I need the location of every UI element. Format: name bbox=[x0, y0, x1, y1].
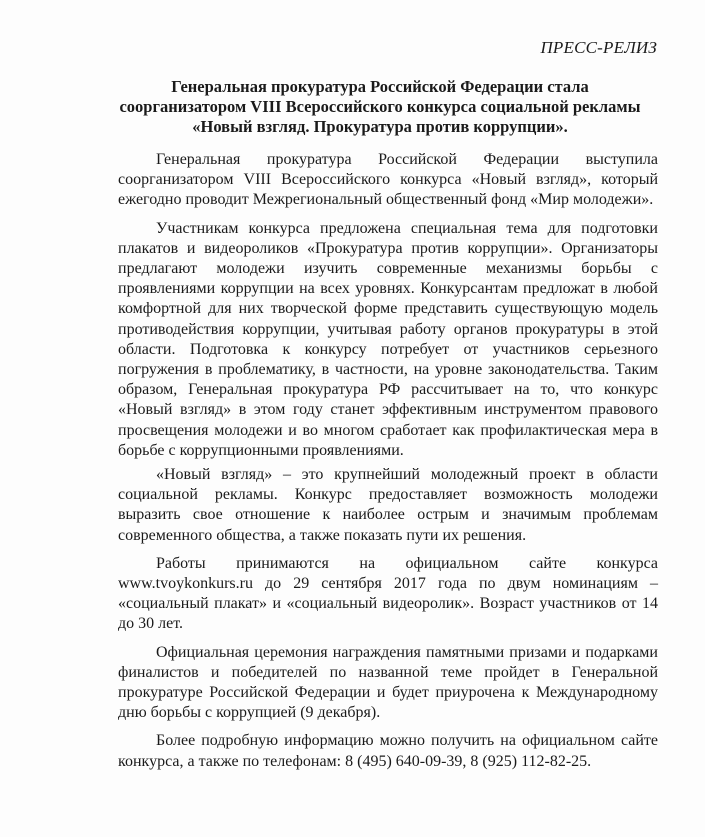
press-release-label: ПРЕСС-РЕЛИЗ bbox=[540, 38, 657, 57]
headline-line-2: соорганизатором VIII Всероссийского конкурса социальной рекламы bbox=[119, 97, 641, 116]
paragraph-submission: Работы принимаются на официальном сайте конкурса www.tvoykonkurs.ru до 29 сентября 2017 года по двум номинациям – «социальный плакат» и «социальный видеоролик». Возраст участников от 14 до 30 лет. bbox=[118, 554, 658, 633]
paragraph-project: «Новый взгляд» – это крупнейший молодежный проект в области социальной рекламы. Конкурс предоставляет возможность молодежи выразить свое отношение к наиболее острым и значимым проблемам современного общества, а также показать пути их решения. bbox=[118, 466, 658, 544]
press-release-body bbox=[118, 150, 658, 780]
paragraph-contacts: Более подробную информацию можно получить на официальном сайте конкурса, а также по телефонам: 8 (495) 640-09-39, 8 (925) 112-82-25. bbox=[118, 732, 658, 770]
paragraph-ceremony: Официальная церемония награждения памятными призами и подарками финалистов и победителей по названной теме пройдет в Генеральной прокуратуре Российской Федерации и будет приурочена к Международному дню борьбы с коррупцией (9 декабря). bbox=[118, 643, 658, 722]
headline-line-3: «Новый взгляд. Прокуратура против коррупции». bbox=[192, 117, 568, 136]
headline bbox=[110, 77, 650, 137]
headline-line-1: Генеральная прокуратура Российской Федерации стала bbox=[171, 77, 589, 96]
paragraph-theme: Участникам конкурса предложена специальная тема для подготовки плакатов и видеороликов «Прокуратура против коррупции». Организаторы предлагают молодежи изучить современные механизмы борьбы с проявлениями коррупции на всех уровнях. Конкурсантам предложат в любой комфортной для них творческой форме представить существующую модель противодействия коррупции, учитывая работу органов прокуратуры в этой области. Подготовка к конкурсу потребует от участников серьезного погружения в проблематику, в частности, на уровне законодательства. Таким образом, Генеральная прокуратура РФ рассчитывает на то, что конкурс «Новый взгляд» в этом году станет эффективным инструментом правового просвещения молодежи и во многом сработает как профилактическая мера в борьбе с коррупционными проявлениями. bbox=[118, 219, 658, 459]
paragraph-intro: Генеральная прокуратура Российской Федерации выступила соорганизатором VIII Всероссийского конкурса «Новый взгляд», который ежегодно проводит Межрегиональный общественный фонд «Мир молодежи». bbox=[118, 151, 658, 209]
